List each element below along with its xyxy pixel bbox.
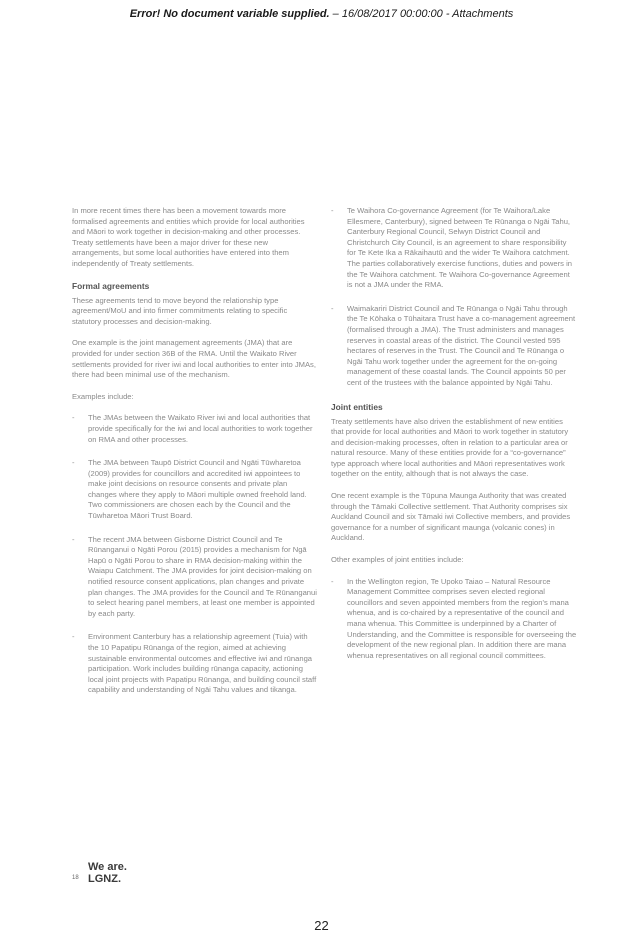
list-item: - Environment Canterbury has a relationship agreement (Tuia) with the 10 Papatipu Rūnanga of the region, aimed at achieving sustainable environmental outcomes and effective iwi and rūnanga participation. Work includes building rūnanga capacity, actioning local joint projects with Papatipu Rūnanga, and building council staff capability and understanding of Ngāi Tahu values and tikanga. [72,632,317,695]
date-text: – 16/08/2017 00:00:00 - Attachments [332,8,514,20]
list-item: - Waimakariri District Council and Te Rūnanga o Ngāi Tahu through the Te Kōhaka o Tūhaitara Trust have a co-management agreement (formalised through a JMA). The Trust administers and manages reserves in coastal areas of the district. The Council vested 595 hectares of reserves in the Trust. The Council and Te Rūnanga o Ngāi Tahu work together under the agreement for the on-going management of these coastal lands. The Council appoints 50 per cent of the trustees with the balance appointed by Ngāi Tahu. [331,303,576,387]
joint-paragraph: Treaty settlements have also driven the establishment of new entities that provide for local authorities and Māori to work together in statutory and decision-making processes, often in relation to a particular area or natural resource. Many of these entities provide for a “co-governance” type approach where local authorities and Māori representatives work together on the entity, although that is not always the case. [331,416,569,479]
intro-paragraph: In more recent times there has been a movement towards more formalised agreements and entities which provide for local authorities and Māori to work together in decision-making and other processes. Treaty settlements have been a major driver for these new arrangements, but some local authorities have entered into them independently of Treaty settlements. [72,206,305,268]
page-header [0,8,643,20]
right-column [331,206,577,674]
joint-entities-list [331,577,577,662]
agreements-list [331,206,577,389]
other-examples-label: Other examples of joint entities include: [331,555,464,565]
tupuna-paragraph: One recent example is the Tūpuna Maunga Authority that was created through the Tāmaki Collective settlement. That Authority comprises six Auckland Council and six Tāmaki iwi Collective members, and provides governance for a number of significant maunga (volcanic cones) in Auckland. [331,491,571,543]
list-item: - The JMA between Taupō District Council and Ngāti Tūwharetoa (2009) provides for councillors and accredited iwi appointees to make joint decisions on resource consents and private plan changes where they apply to Māori multiple owned freehold land. Two commissioners are chosen each by the Council and the Tūwharetoa Māori Trust Board. [72,458,307,521]
list-item: - The JMAs between the Waikato River iwi and local authorities that provide specifically for the iwi and local authorities to work together on RMA and other processes. [72,413,313,444]
formal-paragraph: These agreements tend to move beyond the relationship type agreement/MoU and into firmer commitments relating to specific statutory processes and decision-making. [72,295,288,326]
jma-paragraph: One example is the joint management agreements (JMA) that are provided for under section 36B of the RMA. Until the Waikato River settlements provided for river iwi and local authorities to enter into JMAs, there had been minimal use of the mechanism. [72,338,316,380]
list-item: - The recent JMA between Gisborne District Council and Te Rūnanganui o Ngāti Porou (2015) provides a mechanism for Ngā Hapū o Ngāti Porou to share in RMA decision-making within the Waiapu Catchment. The JMA provides for joint decision-making on notified resource consent applications, plan changes and private plan changes. The JMA provides for the Council and Te Rūnanganui to select hearing panel members, at least one member is appointed by each party. [72,534,317,618]
lgnz-logo: We are. LGNZ. [88,861,127,885]
examples-list [72,413,318,696]
examples-label: Examples include: [72,391,134,401]
page-number: 18 [72,875,79,881]
document-page-number: 22 [314,918,329,933]
joint-entities-heading: Joint entities [331,401,383,412]
formal-agreements-heading: Formal agreements [72,280,150,291]
list-item: - Te Waihora Co-governance Agreement (for Te Waihora/Lake Ellesmere, Canterbury), signed between Te Rūnanga o Ngāi Tahu, Canterbury Regional Council, Selwyn District Council and Christchurch City Council, is an agreement to share responsibility for Te Kete Ika a Rākaihautū and the wider Te Waihora catchment. The parties collaboratively exercise functions, duties and powers in the Te Waihora catchment. Te Waihora Co-governance Agreement is not a JMA under the RMA. [331,206,572,290]
error-text: Error! No document variable supplied. [129,8,330,20]
left-column [72,206,318,709]
list-item: - In the Wellington region, Te Upoko Taiao – Natural Resource Management Committee comprises seven elected regional councillors and seven appointed members from the region’s mana whenua, and is co-chaired by a representative of the council and mana whenua. This Committee is underpinned by a Charter of Understanding, and the Committee is responsible for overseeing the development of the new regional plan. In addition there are mana whenua representatives on all regional council committees. [331,576,577,660]
